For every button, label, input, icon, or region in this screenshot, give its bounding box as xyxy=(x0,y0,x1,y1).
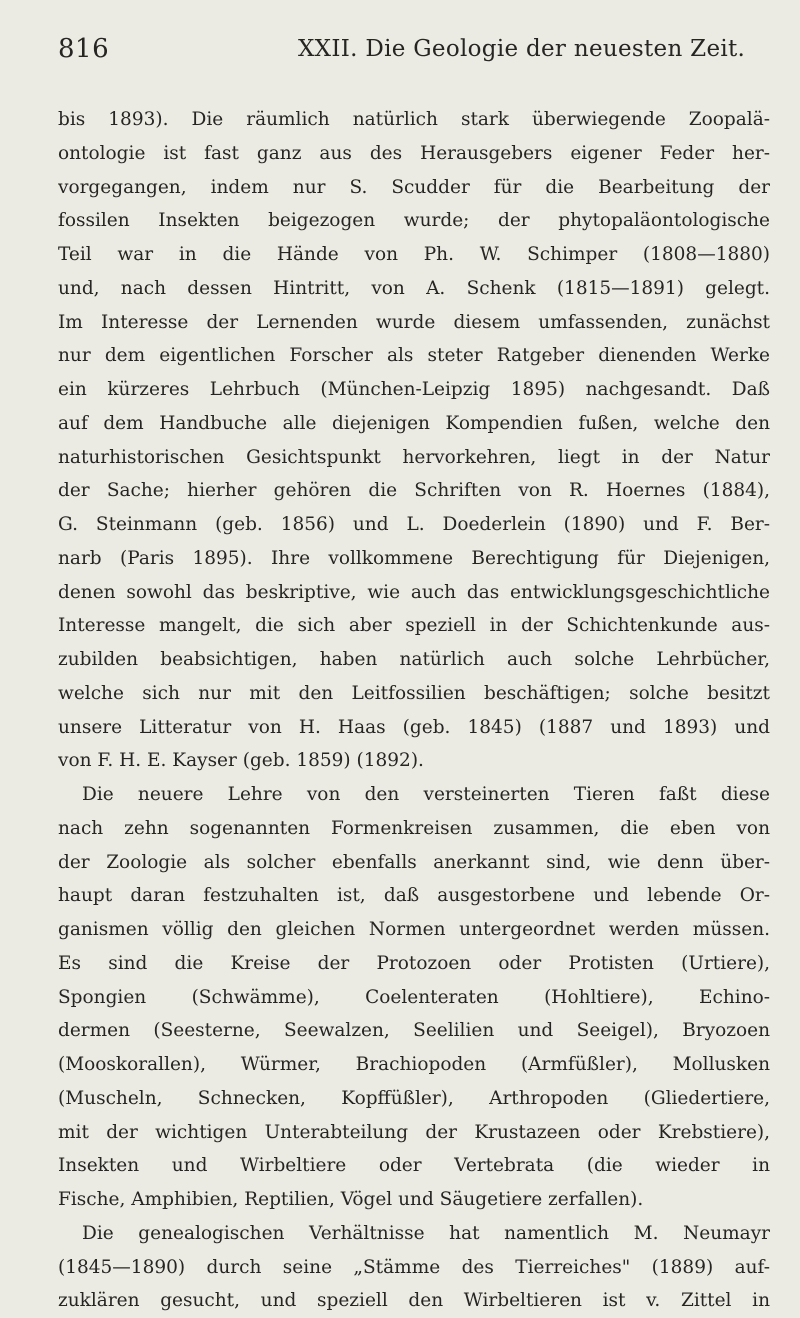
paragraph-end-line: von F. H. E. Kayser (geb. 1859) (1892). xyxy=(58,750,424,772)
text-line: auf dem Handbuche alle diejenigen Kompendien fußen, welche den xyxy=(58,412,770,434)
text-line: mit der wichtigen Unterabteilung der Krustazeen oder Krebstiere), xyxy=(58,1121,770,1143)
text-line: nach zehn sogenannten Formenkreisen zusammen, die eben von xyxy=(58,817,770,839)
text-line: (Mooskorallen), Würmer, Brachiopoden (Armfüßler), Mollusken xyxy=(58,1054,770,1075)
text-line: vorgegangen, indem nur S. Scudder für die Bearbeitung der xyxy=(58,176,770,198)
text-line: naturhistorischen Gesichtspunkt hervorkehren, liegt in der Natur xyxy=(58,446,770,468)
text-line: Interesse mangelt, die sich aber speziell in der Schichtenkunde aus- xyxy=(58,615,770,637)
text-line: Es sind die Kreise der Protozoen oder Protisten (Urtiere), xyxy=(58,952,770,974)
text-line: und, nach dessen Hintritt, von A. Schenk (1815—1891) gelegt. xyxy=(58,277,770,299)
page-number: 816 xyxy=(58,34,110,64)
text-line: ein kürzeres Lehrbuch (München-Leipzig 1895) nachgesandt. Daß xyxy=(58,379,770,400)
text-line: ontologie ist fast ganz aus des Herausgebers eigener Feder her- xyxy=(58,142,770,164)
text-line: unsere Litteratur von H. Haas (geb. 1845) (1887 und 1893) und xyxy=(58,716,770,738)
page-header xyxy=(58,34,778,74)
text-line: der Zoologie als solcher ebenfalls anerkannt sind, wie denn über- xyxy=(58,851,770,873)
paragraph-end-line: Fische, Amphibien, Reptilien, Vögel und Säugetiere zerfallen). xyxy=(58,1189,644,1210)
text-line: fossilen Insekten beigezogen wurde; der phytopaläontologische xyxy=(58,210,770,232)
text-line: zuklären gesucht, und speziell den Wirbeltieren ist v. Zittel in xyxy=(58,1290,770,1312)
text-line: Teil war in die Hände von Ph. W. Schimper (1808—1880) xyxy=(58,244,770,265)
running-head: XXII. Die Geologie der neuesten Zeit. xyxy=(298,36,746,62)
text-line: dermen (Seesterne, Seewalzen, Seelilien und Seeigel), Bryozoen xyxy=(58,1020,770,1042)
text-line: bis 1893). Die räumlich natürlich stark überwiegende Zoopalä- xyxy=(58,109,770,130)
body-text xyxy=(58,103,770,1318)
text-line: haupt daran festzuhalten ist, daß ausgestorbene und lebende Or- xyxy=(58,885,770,907)
text-line: denen sowohl das beskriptive, wie auch das entwicklungsgeschichtliche xyxy=(58,581,770,603)
text-line: zubilden beabsichtigen, haben natürlich auch solche Lehrbücher, xyxy=(58,649,770,670)
text-line: (Muscheln, Schnecken, Kopffüßler), Arthropoden (Gliedertiere, xyxy=(58,1087,770,1109)
text-line: Spongien (Schwämme), Coelenteraten (Hohltiere), Echino- xyxy=(58,986,770,1008)
text-line: welche sich nur mit den Leitfossilien beschäftigen; solche besitzt xyxy=(58,682,770,704)
text-line: der Sache; hierher gehören die Schriften von R. Hoernes (1884), xyxy=(58,480,770,502)
text-line: narb (Paris 1895). Ihre vollkommene Berechtigung für Diejenigen, xyxy=(58,547,770,569)
text-line: nur dem eigentlichen Forscher als steter Ratgeber dienenden Werke xyxy=(58,345,770,367)
text-line: ganismen völlig den gleichen Normen untergeordnet werden müssen. xyxy=(58,919,770,940)
text-line: G. Steinmann (geb. 1856) und L. Doederlein (1890) und F. Ber- xyxy=(58,514,770,535)
text-line: Im Interesse der Lernenden wurde diesem umfassenden, zunächst xyxy=(58,311,770,333)
text-line: (1845—1890) durch seine „Stämme des Tierreiches" (1889) auf- xyxy=(58,1256,770,1278)
text-line: Insekten und Wirbeltiere oder Vertebrata (die wieder in xyxy=(58,1155,770,1177)
text-line: Die genealogischen Verhältnisse hat namentlich M. Neumayr xyxy=(82,1222,770,1244)
text-line: Die neuere Lehre von den versteinerten Tieren faßt diese xyxy=(82,784,770,805)
